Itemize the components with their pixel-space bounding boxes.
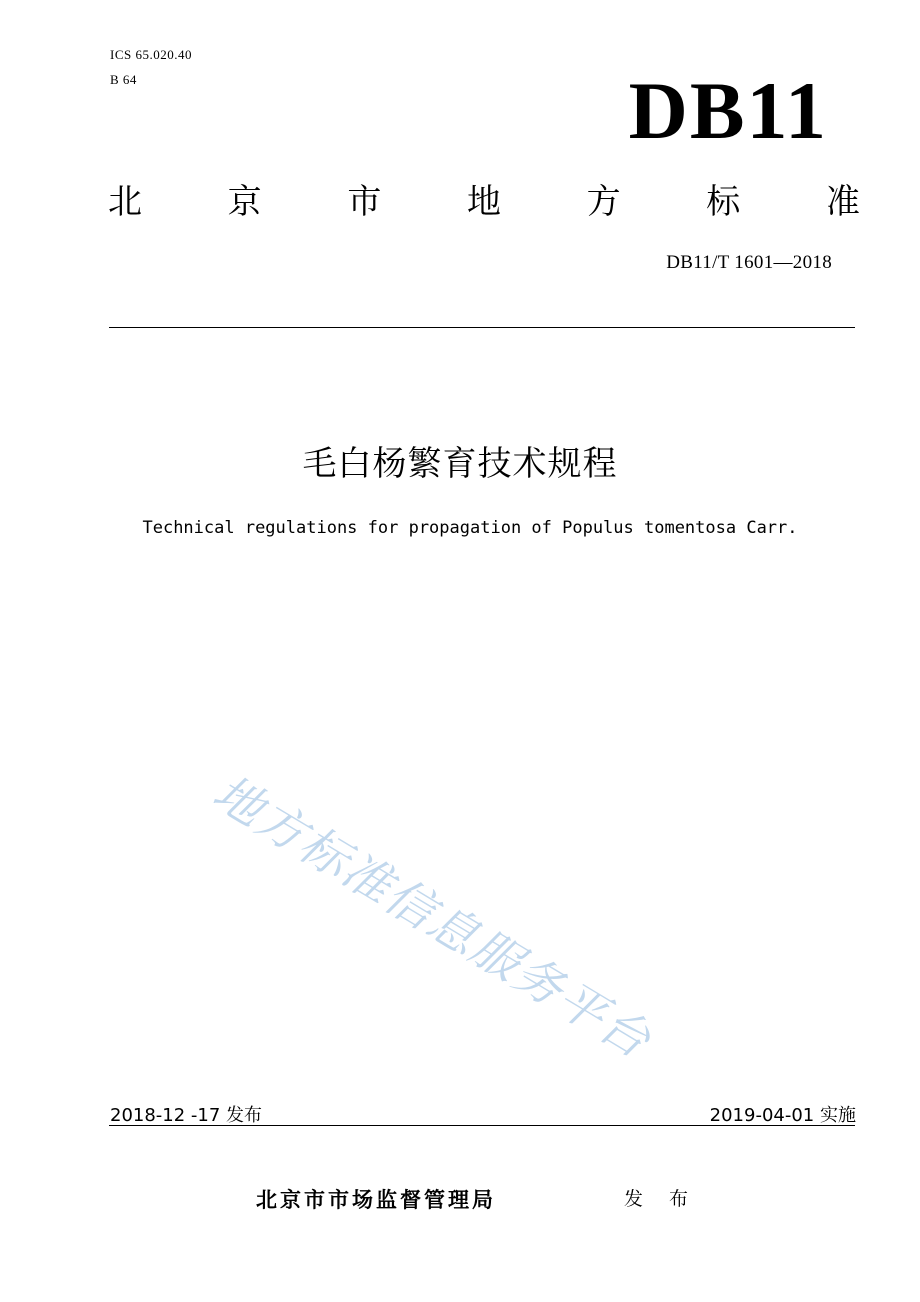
issuing-authority: 北京市市场监督管理局 (256, 1188, 496, 1212)
ics-code: ICS 65.020.40 (110, 47, 192, 62)
header-divider (109, 327, 855, 328)
publish-label: 发 布 (624, 1188, 699, 1210)
standard-type-char: 方 (586, 182, 621, 222)
footer-divider (109, 1125, 855, 1126)
standard-type-char: 准 (825, 182, 860, 222)
implementation-date: 2019-04-01 实施 (709, 1105, 856, 1126)
standard-type-char: 市 (347, 182, 382, 222)
standard-number: DB11/T 1601—2018 (666, 252, 832, 273)
standard-type-char: 京 (227, 182, 262, 222)
title-english: Technical regulations for propagation of Populus tomentosa Carr. (142, 518, 798, 538)
ccs-code: B 64 (110, 72, 137, 87)
standard-type-char: 标 (706, 182, 741, 222)
title-chinese: 毛白杨繁育技术规程 (302, 444, 618, 484)
watermark: 地方标准信息服务平台 (203, 764, 661, 1070)
issue-date: 2018-12 -17 发布 (110, 1105, 263, 1126)
standard-type-char: 北 (108, 182, 142, 222)
standard-type (108, 180, 860, 224)
standard-type-char: 地 (466, 182, 501, 222)
standard-code-logo: DB11 (628, 65, 828, 156)
